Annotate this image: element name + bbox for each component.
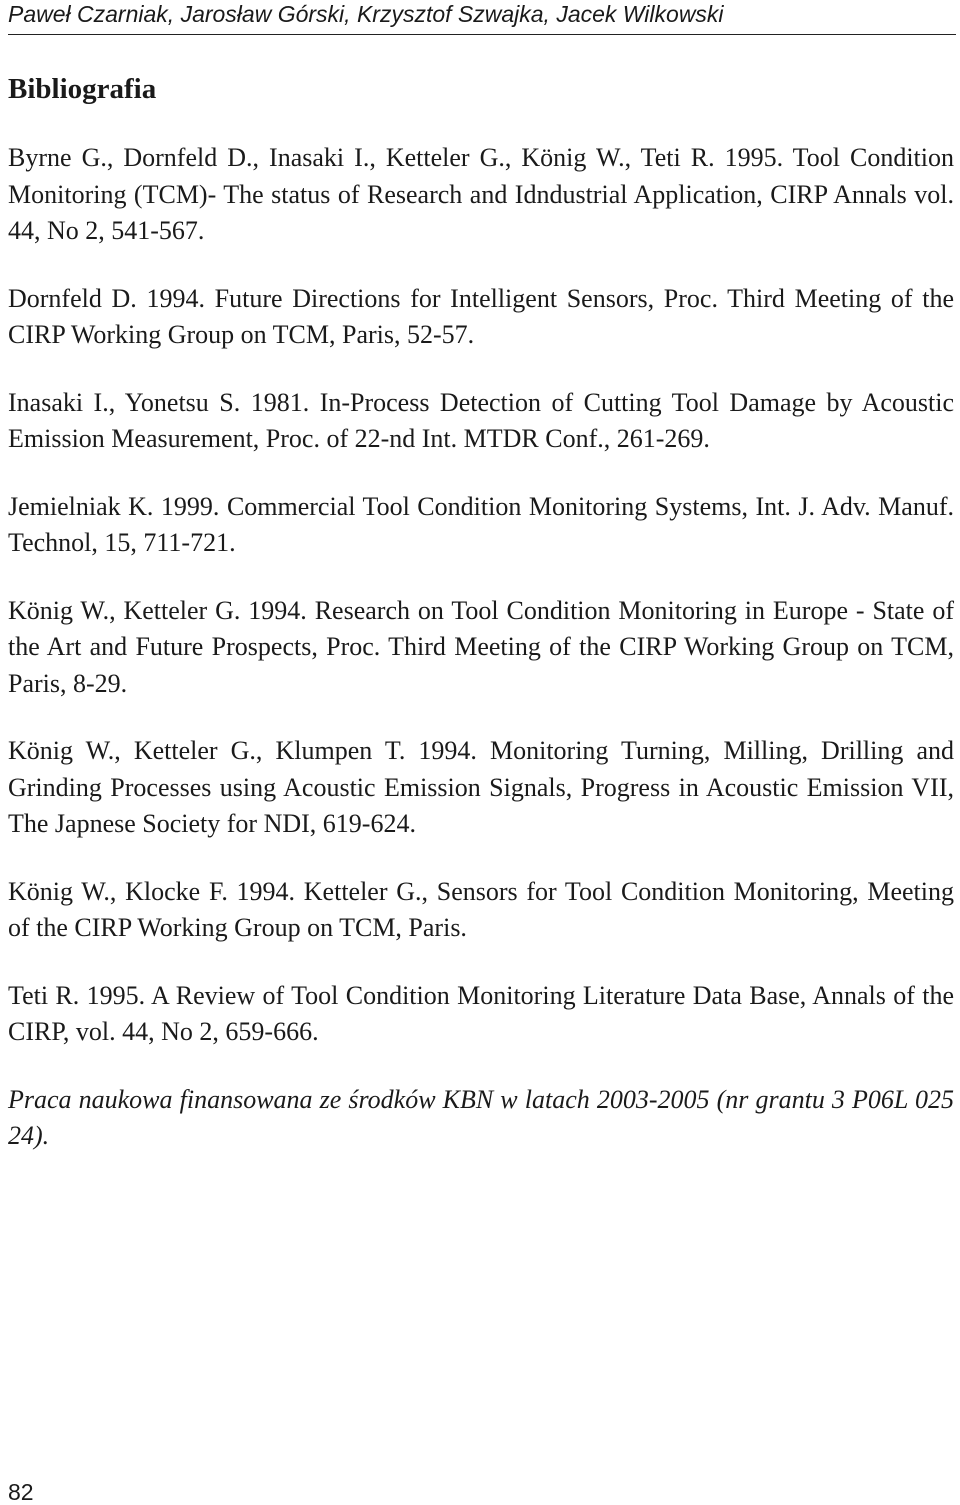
reference-item: König W., Ketteler G. 1994. Research on Tool Condition Monitoring in Europe - State of the Art and Future Prospects, Proc. Third Meeting of the CIRP Working Group on TCM, Paris, 8-29. xyxy=(8,595,954,698)
reference-item: Inasaki I., Yonetsu S. 1981. In-Process Detection of Cutting Tool Damage by Acoustic Emission Measurement, Proc. of 22-nd Int. MTDR Conf., 261-269. xyxy=(8,387,954,453)
reference-item: König W., Klocke F. 1994. Ketteler G., Sensors for Tool Condition Monitoring, Meeting of the CIRP Working Group on TCM, Paris. xyxy=(8,876,954,942)
reference-item: Teti R. 1995. A Review of Tool Condition Monitoring Literature Data Base, Annals of the CIRP, vol. 44, No 2, 659-666. xyxy=(8,980,954,1046)
reference-item: König W., Ketteler G., Klumpen T. 1994. Monitoring Turning, Milling, Drilling and Grinding Processes using Acoustic Emission Signals, Progress in Acoustic Emission VII, The Japnese Society for NDI, 619-624. xyxy=(8,736,954,838)
header-authors: Paweł Czarniak, Jarosław Górski, Krzysztof Szwajka, Jacek Wilkowski xyxy=(8,1,724,27)
bibliography-list xyxy=(8,140,954,1155)
reference-item: Dornfeld D. 1994. Future Directions for Intelligent Sensors, Proc. Third Meeting of the CIRP Working Group on TCM, Paris, 52-57. xyxy=(8,283,954,349)
section-title: Bibliografia xyxy=(8,73,157,105)
page-number: 82 xyxy=(8,1479,34,1505)
funding-note: Praca naukowa finansowana ze środków KBN w latach 2003-2005 (nr grantu 3 P06L 025 24). xyxy=(8,1084,954,1150)
reference-item: Byrne G., Dornfeld D., Inasaki I., Ketteler G., König W., Teti R. 1995. Tool Condition Monitoring (TCM)- The status of Research and Idndustrial Application, CIRP Annals vol. 44, No 2, 541-567. xyxy=(8,143,954,245)
reference-item: Jemielniak K. 1999. Commercial Tool Condition Monitoring Systems, Int. J. Adv. Manuf. Technol, 15, 711-721. xyxy=(8,491,954,557)
running-header xyxy=(8,0,956,35)
